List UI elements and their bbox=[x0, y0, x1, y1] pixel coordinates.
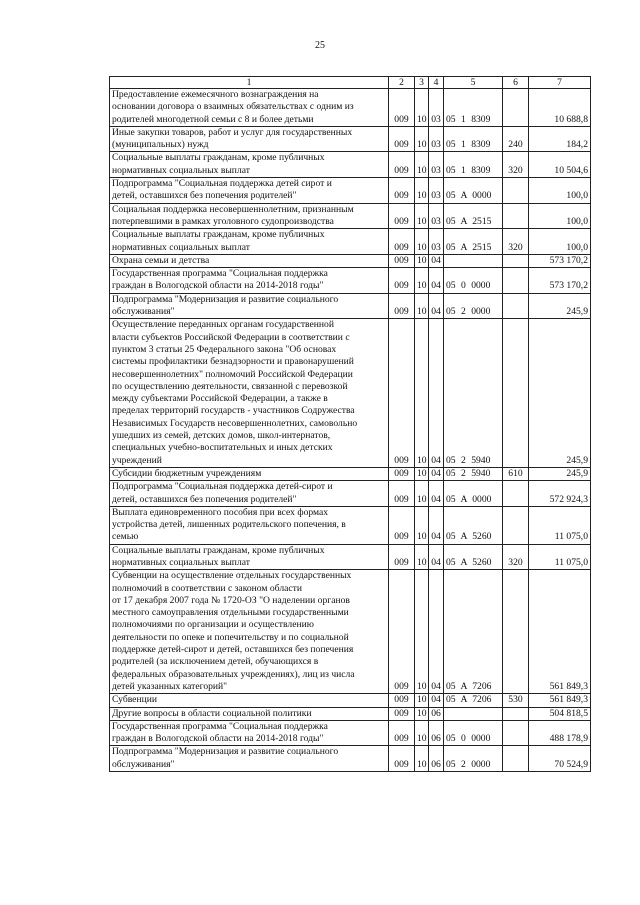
cell-target-item: 05 A 7206 bbox=[444, 570, 503, 694]
cell-amount: 572 924,3 bbox=[529, 481, 591, 507]
cell-subsection: 04 bbox=[429, 319, 444, 468]
cell-expense-type: 530 bbox=[503, 694, 529, 707]
cell-subsection: 04 bbox=[429, 467, 444, 480]
table-row bbox=[110, 544, 591, 570]
cell-section: 10 bbox=[415, 319, 429, 468]
cell-target-item: 05 2 5940 bbox=[444, 467, 503, 480]
cell-expense-type bbox=[503, 506, 529, 544]
table-row bbox=[110, 293, 591, 319]
column-header-subsection: 4 bbox=[429, 77, 444, 89]
cell-subsection: 06 bbox=[429, 746, 444, 772]
cell-section: 10 bbox=[415, 720, 429, 746]
page-number: 25 bbox=[315, 40, 325, 51]
column-header-section: 3 bbox=[415, 77, 429, 89]
cell-admin-code: 009 bbox=[389, 467, 415, 480]
cell-subsection: 04 bbox=[429, 481, 444, 507]
table-row bbox=[110, 89, 591, 127]
cell-name: Подпрограмма "Социальная поддержка детей сирот и детей, оставшихся без попечения родителей" bbox=[110, 178, 389, 204]
cell-target-item: 05 2 0000 bbox=[444, 746, 503, 772]
cell-name: Субсидии бюджетным учреждениям bbox=[110, 467, 389, 480]
column-header-target-item: 5 bbox=[444, 77, 503, 89]
cell-section: 10 bbox=[415, 293, 429, 319]
cell-target-item: 05 2 5940 bbox=[444, 319, 503, 468]
cell-name: Социальная поддержка несовершеннолетним, признанным потерпевшими в рамках уголовного судопроизводства bbox=[110, 203, 389, 229]
cell-section: 10 bbox=[415, 89, 429, 127]
cell-expense-type bbox=[503, 481, 529, 507]
cell-target-item: 05 1 8309 bbox=[444, 152, 503, 178]
cell-amount: 11 075,0 bbox=[529, 506, 591, 544]
cell-name: Другие вопросы в области социальной политики bbox=[110, 707, 389, 720]
cell-target-item: 05 0 0000 bbox=[444, 268, 503, 294]
table-row bbox=[110, 268, 591, 294]
cell-expense-type bbox=[503, 570, 529, 694]
table-row bbox=[110, 319, 591, 468]
cell-name: Социальные выплаты гражданам, кроме публичных нормативных социальных выплат bbox=[110, 544, 389, 570]
cell-expense-type: 320 bbox=[503, 229, 529, 255]
cell-amount: 573 170,2 bbox=[529, 268, 591, 294]
cell-admin-code: 009 bbox=[389, 203, 415, 229]
cell-subsection: 03 bbox=[429, 229, 444, 255]
cell-section: 10 bbox=[415, 544, 429, 570]
cell-section: 10 bbox=[415, 126, 429, 152]
cell-amount: 245,9 bbox=[529, 467, 591, 480]
cell-section: 10 bbox=[415, 707, 429, 720]
cell-section: 10 bbox=[415, 203, 429, 229]
cell-admin-code: 009 bbox=[389, 746, 415, 772]
cell-target-item: 05 2 0000 bbox=[444, 293, 503, 319]
cell-admin-code: 009 bbox=[389, 544, 415, 570]
cell-amount: 245,9 bbox=[529, 319, 591, 468]
cell-name: Охрана семьи и детства bbox=[110, 254, 389, 267]
cell-section: 10 bbox=[415, 467, 429, 480]
cell-subsection: 03 bbox=[429, 126, 444, 152]
cell-amount: 561 849,3 bbox=[529, 570, 591, 694]
cell-subsection: 04 bbox=[429, 254, 444, 267]
cell-target-item: 05 1 8309 bbox=[444, 89, 503, 127]
cell-target-item: 05 A 7206 bbox=[444, 694, 503, 707]
cell-admin-code: 009 bbox=[389, 694, 415, 707]
cell-name: Иные закупки товаров, работ и услуг для государственных (муниципальных) нужд bbox=[110, 126, 389, 152]
cell-name: Социальные выплаты гражданам, кроме публичных нормативных социальных выплат bbox=[110, 152, 389, 178]
cell-expense-type bbox=[503, 293, 529, 319]
cell-name: Подпрограмма "Модернизация и развитие социального обслуживания" bbox=[110, 293, 389, 319]
cell-target-item: 05 0 0000 bbox=[444, 720, 503, 746]
cell-subsection: 03 bbox=[429, 203, 444, 229]
cell-subsection: 03 bbox=[429, 89, 444, 127]
cell-amount: 488 178,9 bbox=[529, 720, 591, 746]
cell-admin-code: 009 bbox=[389, 268, 415, 294]
cell-expense-type bbox=[503, 707, 529, 720]
cell-admin-code: 009 bbox=[389, 481, 415, 507]
cell-target-item: 05 A 2515 bbox=[444, 203, 503, 229]
cell-subsection: 03 bbox=[429, 152, 444, 178]
cell-name: Подпрограмма "Модернизация и развитие социального обслуживания" bbox=[110, 746, 389, 772]
cell-section: 10 bbox=[415, 254, 429, 267]
cell-amount: 504 818,5 bbox=[529, 707, 591, 720]
table-row bbox=[110, 707, 591, 720]
cell-subsection: 04 bbox=[429, 506, 444, 544]
cell-section: 10 bbox=[415, 268, 429, 294]
cell-name: Осуществление переданных органам государственной власти субъектов Российской Федерации в соответствии с пунктом 3 статьи 25 Федерального закона "Об основах системы профилактики безнадзорности и правонарушений несовершеннолетних" полномочий Российской Федерации по осуществлению деятельности, связанной с перевозкой между субъектами Российской Федерации, а также в пределах территорий государств - участников Содружества Независимых Государств несовершеннолетних, самовольно ушедших из семей, детских домов, школ-интернатов, специальных учебно-воспитательных и иных детских учреждений bbox=[110, 319, 389, 468]
cell-subsection: 04 bbox=[429, 544, 444, 570]
cell-target-item: 05 A 0000 bbox=[444, 178, 503, 204]
cell-subsection: 06 bbox=[429, 720, 444, 746]
cell-expense-type bbox=[503, 720, 529, 746]
table-row bbox=[110, 178, 591, 204]
cell-amount: 561 849,3 bbox=[529, 694, 591, 707]
table-row bbox=[110, 152, 591, 178]
table-row bbox=[110, 126, 591, 152]
cell-target-item: 05 A 2515 bbox=[444, 229, 503, 255]
cell-subsection: 04 bbox=[429, 694, 444, 707]
column-header-expense-type: 6 bbox=[503, 77, 529, 89]
cell-expense-type bbox=[503, 254, 529, 267]
cell-name: Социальные выплаты гражданам, кроме публичных нормативных социальных выплат bbox=[110, 229, 389, 255]
cell-expense-type bbox=[503, 268, 529, 294]
cell-expense-type bbox=[503, 203, 529, 229]
cell-target-item bbox=[444, 254, 503, 267]
cell-amount: 245,9 bbox=[529, 293, 591, 319]
cell-name: Субвенции на осуществление отдельных государственных полномочий в соответствии с законом области от 17 декабря 2007 года № 1720-ОЗ "О наделении органов местного самоуправления отдельными государственными полномочиями по организации и осуществлению деятельности по опеке и попечительству и по социальной поддержке детей-сирот и детей, оставшихся без попечения родителей (за исключением детей, обучающихся в федеральных образовательных учреждениях), лиц из числа детей указанных категорий" bbox=[110, 570, 389, 694]
table-row bbox=[110, 467, 591, 480]
cell-name: Предоставление ежемесячного вознаграждения на основании договора о взаимных обязательствах с одним из родителей многодетной семьи с 8 и более детьми bbox=[110, 89, 389, 127]
cell-name: Государственная программа "Социальная поддержка граждан в Вологодской области на 2014-2018 годы" bbox=[110, 268, 389, 294]
table-row bbox=[110, 481, 591, 507]
cell-section: 10 bbox=[415, 178, 429, 204]
cell-expense-type: 610 bbox=[503, 467, 529, 480]
cell-admin-code: 009 bbox=[389, 506, 415, 544]
budget-table bbox=[109, 76, 591, 772]
cell-amount: 10 504,6 bbox=[529, 152, 591, 178]
cell-admin-code: 009 bbox=[389, 720, 415, 746]
cell-admin-code: 009 bbox=[389, 126, 415, 152]
cell-amount: 70 524,9 bbox=[529, 746, 591, 772]
cell-name: Подпрограмма "Социальная поддержка детей-сирот и детей, оставшихся без попечения родителей" bbox=[110, 481, 389, 507]
cell-subsection: 04 bbox=[429, 268, 444, 294]
cell-amount: 100,0 bbox=[529, 229, 591, 255]
cell-subsection: 06 bbox=[429, 707, 444, 720]
cell-expense-type bbox=[503, 319, 529, 468]
cell-admin-code: 009 bbox=[389, 178, 415, 204]
cell-admin-code: 009 bbox=[389, 319, 415, 468]
cell-amount: 11 075,0 bbox=[529, 544, 591, 570]
cell-section: 10 bbox=[415, 229, 429, 255]
table-row bbox=[110, 506, 591, 544]
cell-subsection: 04 bbox=[429, 570, 444, 694]
cell-subsection: 04 bbox=[429, 293, 444, 319]
cell-section: 10 bbox=[415, 570, 429, 694]
cell-section: 10 bbox=[415, 481, 429, 507]
cell-section: 10 bbox=[415, 506, 429, 544]
cell-section: 10 bbox=[415, 746, 429, 772]
table-row bbox=[110, 694, 591, 707]
cell-admin-code: 009 bbox=[389, 229, 415, 255]
cell-target-item: 05 A 5260 bbox=[444, 544, 503, 570]
cell-amount: 573 170,2 bbox=[529, 254, 591, 267]
cell-amount: 100,0 bbox=[529, 178, 591, 204]
cell-name: Государственная программа "Социальная поддержка граждан в Вологодской области на 2014-2018 годы" bbox=[110, 720, 389, 746]
table-row bbox=[110, 203, 591, 229]
table-row bbox=[110, 746, 591, 772]
cell-amount: 100,0 bbox=[529, 203, 591, 229]
header-row bbox=[110, 77, 591, 89]
cell-name: Субвенции bbox=[110, 694, 389, 707]
table-row bbox=[110, 229, 591, 255]
column-header-name: 1 bbox=[110, 77, 389, 89]
table-row bbox=[110, 254, 591, 267]
column-header-admin: 2 bbox=[389, 77, 415, 89]
cell-expense-type: 320 bbox=[503, 544, 529, 570]
cell-section: 10 bbox=[415, 694, 429, 707]
cell-target-item: 05 A 5260 bbox=[444, 506, 503, 544]
cell-admin-code: 009 bbox=[389, 570, 415, 694]
cell-admin-code: 009 bbox=[389, 152, 415, 178]
table-row bbox=[110, 720, 591, 746]
cell-name: Выплата единовременного пособия при всех формах устройства детей, лишенных родительского попечения, в семью bbox=[110, 506, 389, 544]
cell-admin-code: 009 bbox=[389, 89, 415, 127]
cell-amount: 184,2 bbox=[529, 126, 591, 152]
cell-expense-type bbox=[503, 178, 529, 204]
table-row bbox=[110, 570, 591, 694]
cell-expense-type bbox=[503, 746, 529, 772]
cell-admin-code: 009 bbox=[389, 293, 415, 319]
cell-amount: 10 688,8 bbox=[529, 89, 591, 127]
cell-admin-code: 009 bbox=[389, 254, 415, 267]
column-header-amount: 7 bbox=[529, 77, 591, 89]
cell-target-item bbox=[444, 707, 503, 720]
cell-expense-type bbox=[503, 89, 529, 127]
cell-expense-type: 240 bbox=[503, 126, 529, 152]
cell-target-item: 05 A 0000 bbox=[444, 481, 503, 507]
cell-admin-code: 009 bbox=[389, 707, 415, 720]
cell-section: 10 bbox=[415, 152, 429, 178]
cell-target-item: 05 1 8309 bbox=[444, 126, 503, 152]
cell-subsection: 03 bbox=[429, 178, 444, 204]
cell-expense-type: 320 bbox=[503, 152, 529, 178]
